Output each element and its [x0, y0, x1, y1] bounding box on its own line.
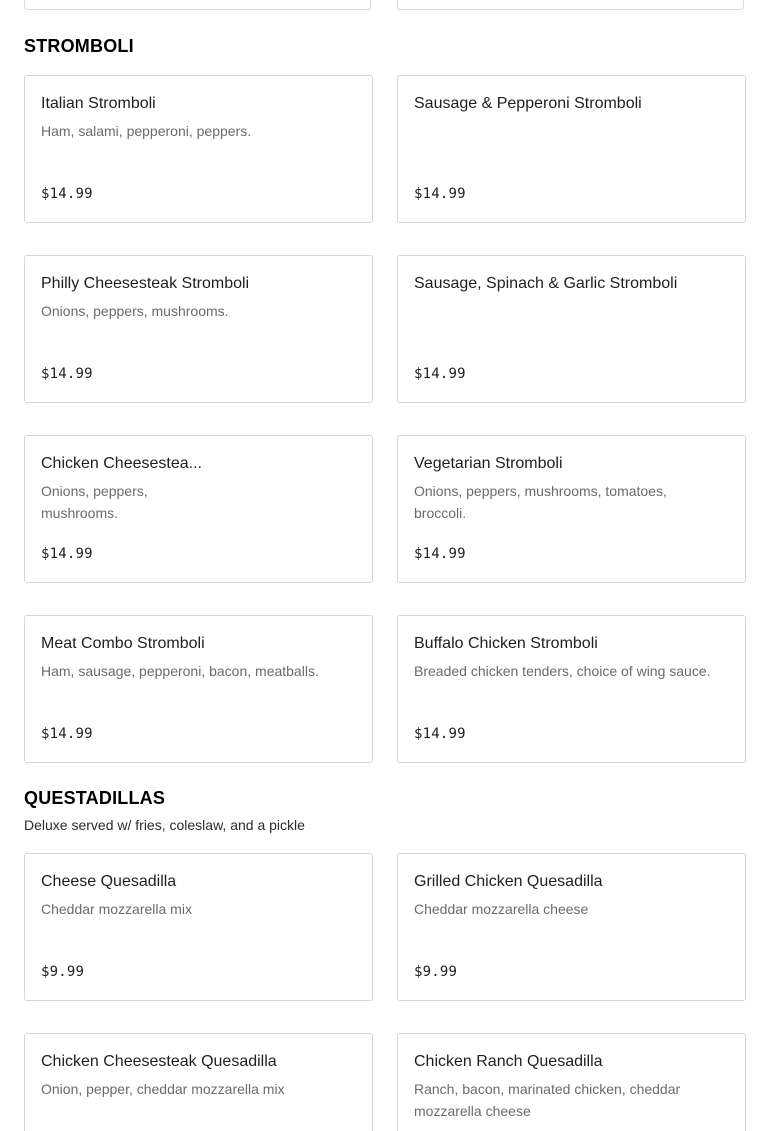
- menu-item-card[interactable]: [397, 255, 746, 403]
- item-description: Breaded chicken tenders, choice of wing sauce.: [414, 663, 711, 679]
- item-name: Cheese Quesadilla: [41, 873, 177, 890]
- menu-item-card[interactable]: [397, 1033, 746, 1131]
- item-description: Cheddar mozzarella cheese: [414, 901, 589, 917]
- item-name: Philly Cheesesteak Stromboli: [41, 275, 250, 292]
- item-price: $14.99: [414, 186, 466, 202]
- item-description: Ham, salami, pepperoni, peppers.: [41, 123, 252, 139]
- item-price: $14.99: [414, 546, 466, 562]
- menu-item-card[interactable]: [397, 75, 746, 223]
- section-title-questadillas: QUESTADILLAS: [24, 788, 166, 808]
- menu-item-card[interactable]: [397, 853, 746, 1001]
- item-price: $14.99: [41, 186, 93, 202]
- menu-item-card-partial[interactable]: [397, 0, 744, 10]
- item-description: Onion, pepper, cheddar mozzarella mix: [41, 1081, 285, 1097]
- item-name: Vegetarian Stromboli: [414, 455, 563, 472]
- menu-item-card[interactable]: [24, 615, 373, 763]
- section-title-stromboli: STROMBOLI: [24, 36, 134, 56]
- item-name: Italian Stromboli: [41, 95, 156, 112]
- menu-item-card[interactable]: [24, 75, 373, 223]
- menu-item-card[interactable]: [24, 853, 373, 1001]
- item-name: Meat Combo Stromboli: [41, 635, 205, 652]
- item-description: Onions, peppers, mushrooms.: [41, 483, 148, 521]
- menu-item-card[interactable]: [24, 435, 373, 583]
- item-name: Chicken Ranch Quesadilla: [414, 1053, 603, 1070]
- item-price: $14.99: [414, 366, 466, 382]
- item-price: $14.99: [41, 366, 93, 382]
- item-name: Sausage, Spinach & Garlic Stromboli: [414, 275, 678, 292]
- item-name: Grilled Chicken Quesadilla: [414, 873, 603, 890]
- item-price: $14.99: [41, 726, 93, 742]
- item-description: Onions, peppers, mushrooms, tomatoes, broccoli.: [414, 483, 667, 521]
- item-name: Chicken Cheesesteak Quesadilla: [41, 1053, 277, 1070]
- item-price: $9.99: [414, 964, 458, 980]
- item-name: Chicken Cheesestea...: [41, 455, 202, 472]
- menu-item-card[interactable]: [397, 615, 746, 763]
- menu-item-card[interactable]: [397, 435, 746, 583]
- item-description: Ranch, bacon, marinated chicken, cheddar mozzarella cheese: [414, 1081, 681, 1119]
- item-description: Ham, sausage, pepperoni, bacon, meatballs.: [41, 663, 319, 679]
- item-price: $9.99: [41, 964, 85, 980]
- item-price: $14.99: [41, 546, 93, 562]
- menu-item-card-partial[interactable]: [24, 0, 371, 10]
- item-name: Buffalo Chicken Stromboli: [414, 635, 598, 652]
- menu-item-card[interactable]: [24, 255, 373, 403]
- section-subtitle: Deluxe served w/ fries, coleslaw, and a pickle: [24, 817, 305, 833]
- menu-item-card[interactable]: [24, 1033, 373, 1131]
- item-name: Sausage & Pepperoni Stromboli: [414, 95, 642, 112]
- item-price: $14.99: [414, 726, 466, 742]
- item-description: Onions, peppers, mushrooms.: [41, 303, 229, 319]
- item-description: Cheddar mozzarella mix: [41, 901, 192, 917]
